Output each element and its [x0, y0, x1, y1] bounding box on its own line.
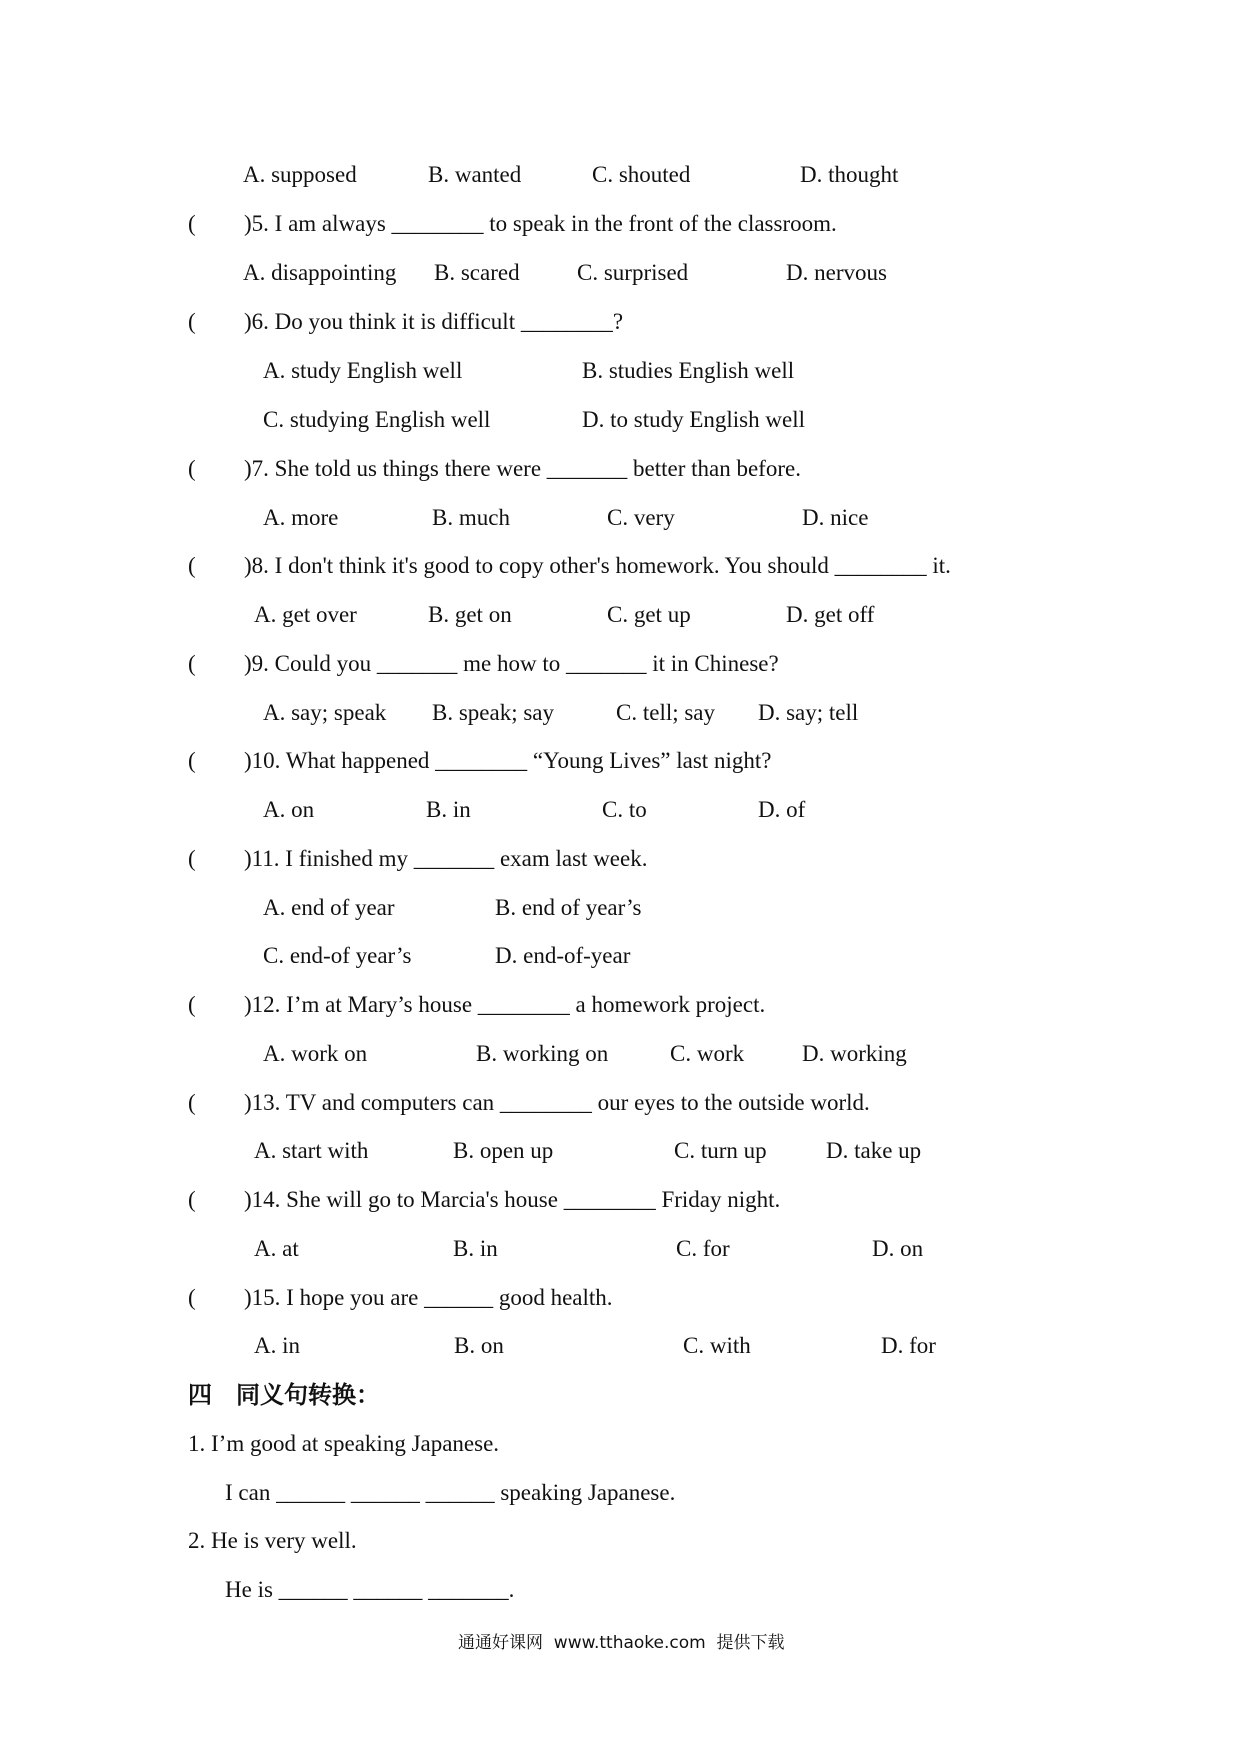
option-d: D. take up [826, 1138, 922, 1163]
option-c: C. tell; say [616, 700, 716, 725]
option-c: C. with [683, 1333, 751, 1358]
option-a: A. end of year [263, 895, 395, 920]
question-stem: )11. I finished my _______ exam last week. [244, 846, 648, 871]
answer-paren: ( [188, 553, 196, 578]
option-b: B. in [426, 797, 471, 822]
option-d: D. nervous [786, 260, 887, 285]
answer-paren: ( [188, 1187, 196, 1212]
option-a: A. get over [254, 602, 357, 627]
option-a: A. more [263, 505, 339, 530]
option-a: A. start with [254, 1138, 369, 1163]
option-a: A. in [254, 1333, 300, 1358]
option-d: D. say; tell [758, 700, 859, 725]
rewrite-target-sentence: He is ______ ______ _______. [225, 1577, 515, 1602]
q4-option-b: B. wanted [428, 162, 522, 187]
option-b: B. get on [428, 602, 512, 627]
option-b: B. much [432, 505, 510, 530]
option-c: C. studying English well [263, 407, 491, 432]
option-d: D. working [802, 1041, 907, 1066]
option-c: C. work [670, 1041, 745, 1066]
answer-paren: ( [188, 1090, 196, 1115]
q4-option-c: C. shouted [592, 162, 691, 187]
answer-paren: ( [188, 456, 196, 481]
option-b: B. open up [453, 1138, 554, 1163]
section-heading: 四 同义句转换： [188, 1381, 380, 1409]
question-stem: )7. She told us things there were _______ better than before. [244, 456, 801, 481]
question-stem: )10. What happened ________ “Young Lives” last night? [244, 748, 772, 773]
rewrite-original-sentence: 2. He is very well. [188, 1528, 357, 1553]
option-b: B. on [454, 1333, 504, 1358]
option-d: D. for [881, 1333, 936, 1358]
option-a: A. on [263, 797, 315, 822]
question-stem: )13. TV and computers can ________ our eyes to the outside world. [244, 1090, 870, 1115]
option-d: D. of [758, 797, 806, 822]
option-d: D. end-of-year [495, 943, 631, 968]
option-b: B. in [453, 1236, 498, 1261]
answer-paren: ( [188, 748, 196, 773]
answer-paren: ( [188, 211, 196, 236]
option-c: C. turn up [674, 1138, 767, 1163]
option-c: C. surprised [577, 260, 689, 285]
answer-paren: ( [188, 846, 196, 871]
rewrite-target-sentence: I can ______ ______ ______ speaking Japanese. [225, 1480, 676, 1505]
answer-paren: ( [188, 992, 196, 1017]
option-d: D. on [872, 1236, 924, 1261]
question-stem: )15. I hope you are ______ good health. [244, 1285, 613, 1310]
option-d: D. to study English well [582, 407, 805, 432]
option-c: C. for [676, 1236, 730, 1261]
question-stem: )9. Could you _______ me how to _______ it in Chinese? [244, 651, 779, 676]
option-b: B. end of year’s [495, 895, 642, 920]
option-d: D. nice [802, 505, 869, 530]
question-stem: )14. She will go to Marcia's house ________ Friday night. [244, 1187, 781, 1212]
answer-paren: ( [188, 1285, 196, 1310]
option-b: B. scared [434, 260, 520, 285]
question-stem: )8. I don't think it's good to copy other's homework. You should ________ it. [244, 553, 951, 578]
option-a: A. study English well [263, 358, 463, 383]
option-a: A. say; speak [263, 700, 387, 725]
option-c: C. get up [607, 602, 691, 627]
q4-option-a: A. supposed [243, 162, 357, 187]
option-a: A. disappointing [243, 260, 397, 285]
rewrite-original-sentence: 1. I’m good at speaking Japanese. [188, 1431, 500, 1456]
answer-paren: ( [188, 309, 196, 334]
q4-option-d: D. thought [800, 162, 899, 187]
option-a: A. at [254, 1236, 299, 1261]
option-a: A. work on [263, 1041, 368, 1066]
option-b: B. studies English well [582, 358, 795, 383]
option-c: C. to [602, 797, 647, 822]
page-footer: 通通好课网 www.tthaoke.com 提供下载 [458, 1633, 785, 1653]
option-b: B. working on [476, 1041, 609, 1066]
answer-paren: ( [188, 651, 196, 676]
option-c: C. end-of year’s [263, 943, 412, 968]
option-d: D. get off [786, 602, 875, 627]
option-c: C. very [607, 505, 675, 530]
option-b: B. speak; say [432, 700, 555, 725]
question-stem: )12. I’m at Mary’s house ________ a homework project. [244, 992, 766, 1017]
question-stem: )5. I am always ________ to speak in the front of the classroom. [244, 211, 837, 236]
question-stem: )6. Do you think it is difficult ________? [244, 309, 624, 334]
